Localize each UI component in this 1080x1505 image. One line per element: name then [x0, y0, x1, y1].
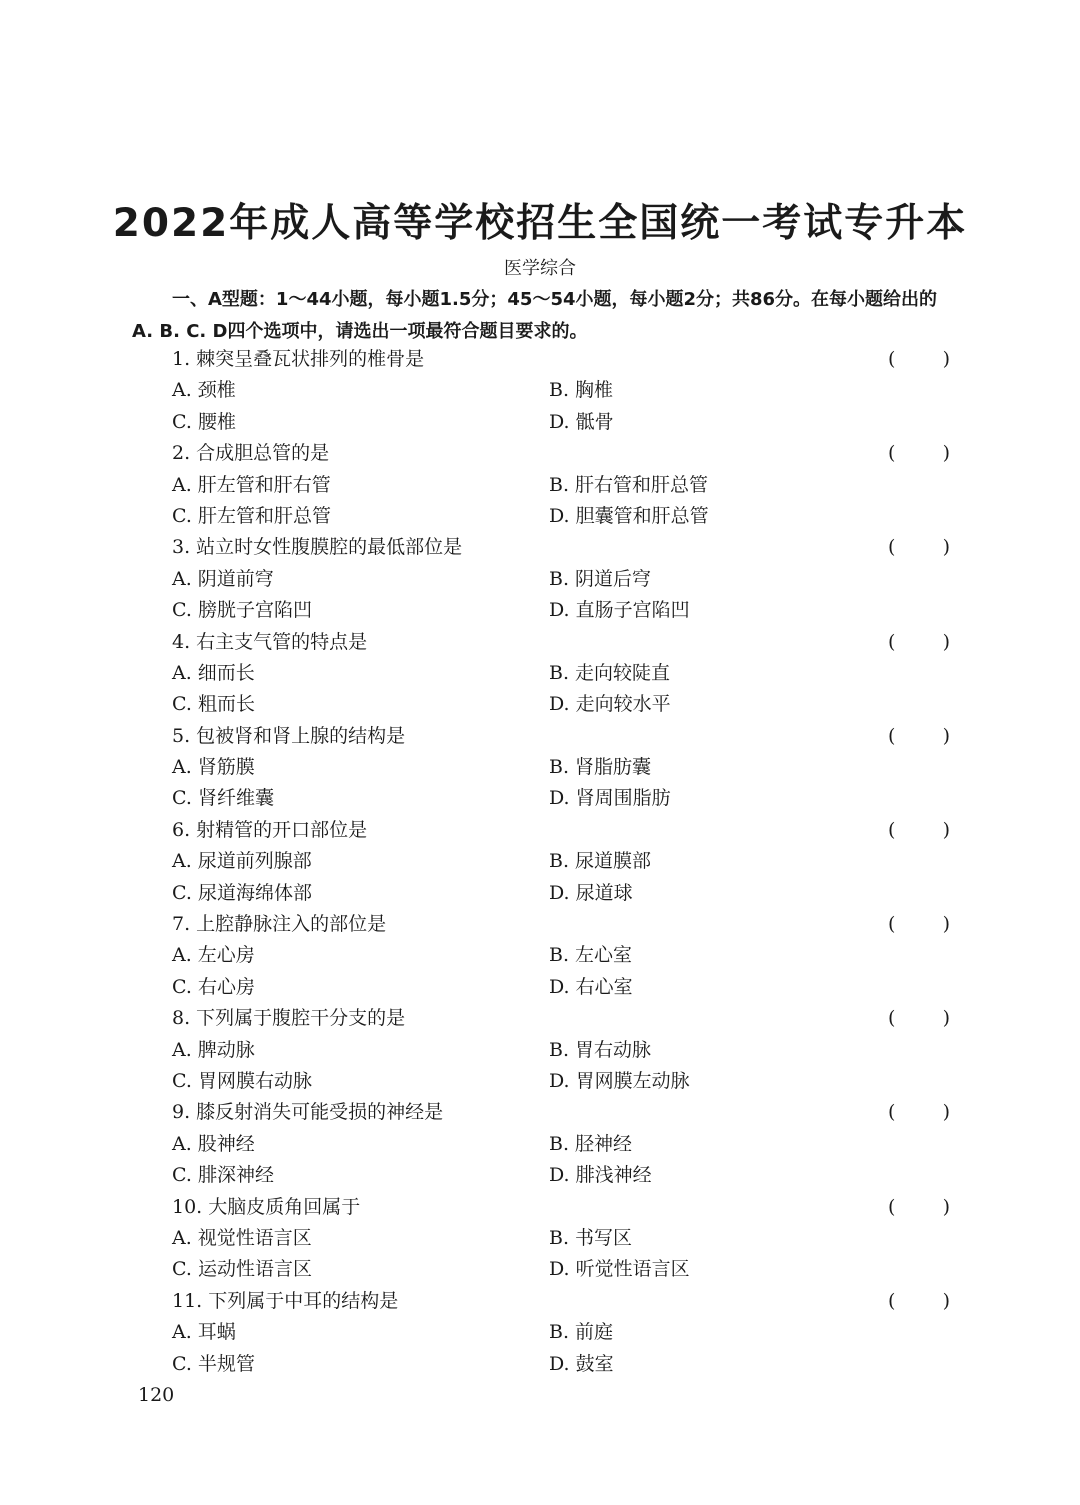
answer-option: B. 走向较陡直 [549, 661, 671, 684]
answer-paren-right: ) [942, 630, 950, 653]
question-stem-row [172, 815, 952, 846]
question-stem: 3. 站立时女性腹膜腔的最低部位是 [172, 536, 463, 559]
answer-option: B. 尿道膜部 [549, 850, 652, 873]
answer-option: A. 颈椎 [172, 379, 236, 402]
option-row [172, 595, 952, 626]
answer-option: D. 胆囊管和肝总管 [549, 504, 709, 527]
answer-paren-left: ( [888, 630, 896, 653]
option-row [172, 783, 952, 814]
question-stem: 5. 包被肾和肾上腺的结构是 [172, 724, 406, 747]
answer-option: D. 骶骨 [549, 410, 614, 433]
answer-option: B. 前庭 [549, 1321, 614, 1344]
answer-paren-left: ( [888, 1101, 896, 1124]
answer-paren-left: ( [888, 442, 896, 465]
answer-option: C. 肝左管和肝总管 [172, 504, 331, 527]
answer-option: B. 肾脂肪囊 [549, 756, 652, 779]
answer-option: D. 直肠子宫陷凹 [549, 599, 690, 622]
answer-option: D. 走向较水平 [549, 693, 671, 716]
option-row [172, 689, 952, 720]
question-stem: 10. 大脑皮质角回属于 [172, 1195, 361, 1218]
answer-paren-left: ( [888, 1007, 896, 1030]
answer-option: B. 胃右动脉 [549, 1038, 652, 1061]
answer-paren-right: ) [942, 536, 950, 559]
answer-option: C. 尿道海绵体部 [172, 881, 312, 904]
answer-option: C. 胃网膜右动脉 [172, 1069, 312, 1092]
question-stem: 8. 下列属于腹腔干分支的是 [172, 1007, 406, 1030]
answer-option: C. 右心房 [172, 975, 255, 998]
question-stem-row [172, 1003, 952, 1034]
option-row [172, 1160, 952, 1191]
answer-option: A. 股神经 [172, 1132, 255, 1155]
option-row [172, 564, 952, 595]
question-stem-row [172, 627, 952, 658]
answer-paren-left: ( [888, 818, 896, 841]
option-row [172, 375, 952, 406]
answer-option: A. 尿道前列腺部 [172, 850, 312, 873]
answer-option: D. 尿道球 [549, 881, 633, 904]
answer-option: A. 耳蜗 [172, 1321, 236, 1344]
option-row [172, 407, 952, 438]
answer-option: A. 视觉性语言区 [172, 1226, 312, 1249]
answer-option: C. 肾纤维囊 [172, 787, 274, 810]
answer-option: A. 脾动脉 [172, 1038, 255, 1061]
option-row [172, 846, 952, 877]
answer-option: B. 胸椎 [549, 379, 614, 402]
question-stem: 9. 膝反射消失可能受损的神经是 [172, 1101, 444, 1124]
answer-option: D. 听觉性语言区 [549, 1258, 690, 1281]
answer-option: A. 左心房 [172, 944, 255, 967]
option-row [172, 1223, 952, 1254]
page-title: 2022年成人高等学校招生全国统一考试专升本 [112, 201, 968, 246]
question-stem-row [172, 721, 952, 752]
answer-paren-right: ) [942, 348, 950, 370]
question-stem: 6. 射精管的开口部位是 [172, 818, 368, 841]
option-row [172, 470, 952, 501]
option-row [172, 1317, 952, 1348]
question-stem: 4. 右主支气管的特点是 [172, 630, 368, 653]
option-row [172, 1035, 952, 1066]
answer-paren-right: ) [942, 1195, 950, 1218]
answer-option: D. 腓浅神经 [549, 1164, 652, 1187]
option-row [172, 1349, 952, 1380]
option-row [172, 658, 952, 689]
answer-option: B. 胫神经 [549, 1132, 633, 1155]
answer-option: D. 肾周围脂肪 [549, 787, 671, 810]
answer-option: D. 胃网膜左动脉 [549, 1069, 690, 1092]
question-stem: 11. 下列属于中耳的结构是 [172, 1289, 399, 1312]
question-stem-row [172, 438, 952, 469]
question-stem-row [172, 909, 952, 940]
answer-option: B. 左心室 [549, 944, 633, 967]
option-row [172, 752, 952, 783]
answer-option: A. 肝左管和肝右管 [172, 473, 331, 496]
option-row [172, 940, 952, 971]
answer-option: A. 肾筋膜 [172, 756, 255, 779]
question-stem-row [172, 1286, 952, 1317]
option-row [172, 1066, 952, 1097]
question-stem-row [172, 1097, 952, 1128]
answer-option: C. 半规管 [172, 1352, 255, 1375]
question-stem-row [172, 532, 952, 563]
answer-paren-left: ( [888, 1195, 896, 1218]
answer-option: B. 书写区 [549, 1226, 633, 1249]
option-row [172, 1254, 952, 1285]
question-stem: 1. 棘突呈叠瓦状排列的椎骨是 [172, 348, 425, 370]
answer-paren-right: ) [942, 913, 950, 936]
answer-option: C. 腓深神经 [172, 1164, 274, 1187]
answer-paren-left: ( [888, 348, 896, 370]
section-instructions: 一、A型题：1～44小题，每小题1.5分；45～54小题，每小题2分；共86分。在每小题给出的A. B. C. D四个选项中，请选出一项最符合题目要求的。 [132, 289, 938, 342]
question-stem-row [172, 344, 952, 375]
answer-paren-right: ) [942, 1289, 950, 1312]
answer-paren-right: ) [942, 724, 950, 747]
answer-option: A. 阴道前穹 [172, 567, 274, 590]
answer-option: C. 腰椎 [172, 410, 236, 433]
answer-paren-right: ) [942, 818, 950, 841]
answer-option: C. 运动性语言区 [172, 1258, 312, 1281]
answer-paren-right: ) [942, 1007, 950, 1030]
question-stem: 7. 上腔静脉注入的部位是 [172, 913, 387, 936]
page-subtitle: 医学综合 [504, 258, 576, 279]
answer-paren-left: ( [888, 1289, 896, 1312]
question-list [172, 344, 952, 1380]
page-number: 120 [138, 1384, 175, 1406]
answer-option: D. 右心室 [549, 975, 633, 998]
answer-option: B. 阴道后穹 [549, 567, 652, 590]
answer-option: A. 细而长 [172, 661, 255, 684]
answer-paren-right: ) [942, 1101, 950, 1124]
answer-option: C. 膀胱子宫陷凹 [172, 599, 312, 622]
answer-option: C. 粗而长 [172, 693, 255, 716]
answer-paren-right: ) [942, 442, 950, 465]
option-row [172, 972, 952, 1003]
answer-paren-left: ( [888, 913, 896, 936]
answer-option: B. 肝右管和肝总管 [549, 473, 709, 496]
answer-option: D. 鼓室 [549, 1352, 614, 1375]
option-row [172, 501, 952, 532]
question-stem-row [172, 1192, 952, 1223]
option-row [172, 878, 952, 909]
option-row [172, 1129, 952, 1160]
question-stem: 2. 合成胆总管的是 [172, 442, 330, 465]
answer-paren-left: ( [888, 724, 896, 747]
answer-paren-left: ( [888, 536, 896, 559]
